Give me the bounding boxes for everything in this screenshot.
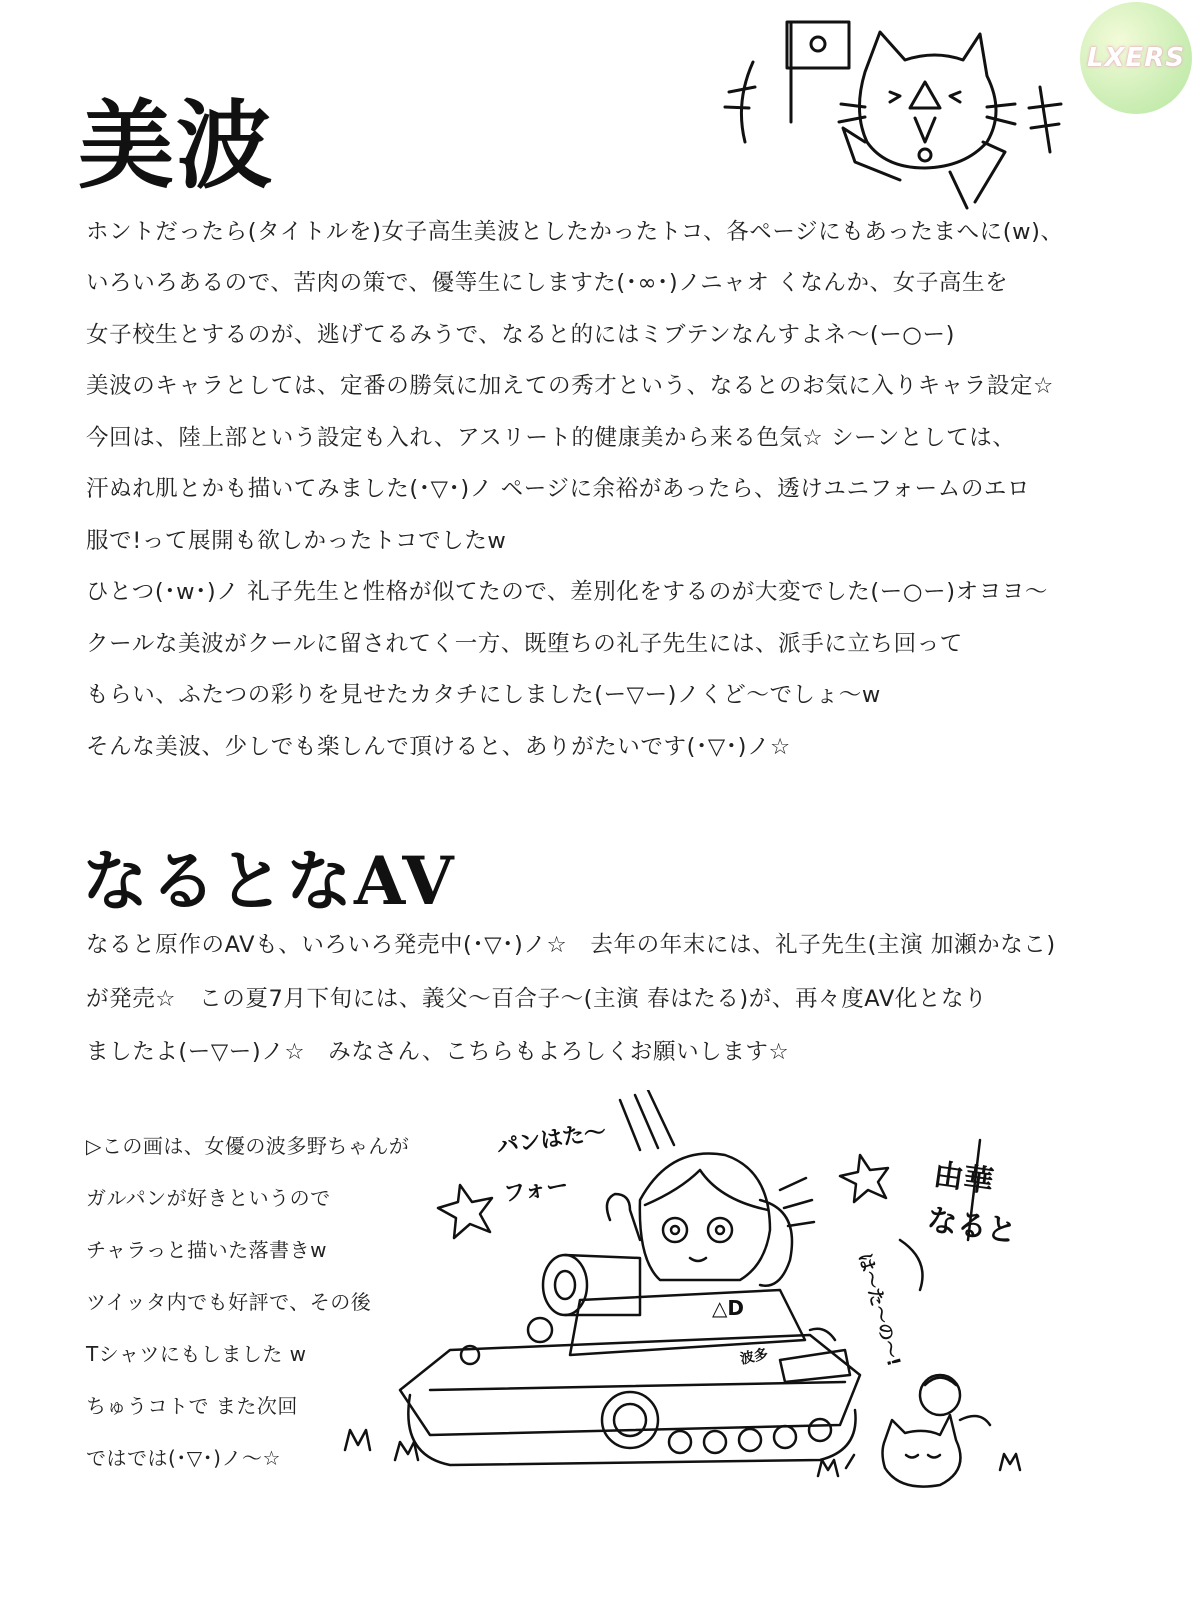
note-line: ではでは(･▽･)ノ～☆: [86, 1446, 281, 1470]
note-line: チャラっと描いた落書きw: [86, 1238, 327, 1262]
body-line: なると原作のAVも、いろいろ発売中(･▽･)ノ☆ 去年の年末には、礼子先生(主演 加瀬かなこ): [86, 932, 1056, 958]
body-line: クールな美波がクールに留されてく一方、既堕ちの礼子先生には、派手に立ち回って: [86, 631, 963, 657]
body-line: そんな美波、少しでも楽しんで頂けると、ありがたいです(･▽･)ノ☆: [86, 734, 791, 760]
body-line: 汗ぬれ肌とかも描いてみました(･▽･)ノ ページに余裕があったら、透けユニフォームのエロ: [86, 476, 1031, 502]
body-line: 女子校生とするのが、逃げてるみうで、なると的にはミブテンなんすよネ～(ー○ー): [86, 322, 956, 348]
speech-bubble-text: パンはた～ フォー: [495, 1119, 608, 1208]
section-title-minami: 美波: [78, 89, 274, 202]
body-line: 服で!って展開も欲しかったトコでしたw: [86, 528, 507, 554]
note-line: Tシャツにもしました w: [86, 1342, 307, 1366]
note-line: ガルパンが好きというので: [86, 1186, 331, 1210]
section1-body: [86, 214, 1064, 774]
body-line: ひとつ(･w･)ノ 礼子先生と性格が似てたので、差別化をするのが大変でした(ー○ー)オヨヨ～: [86, 579, 1049, 605]
side-call-text: は～た～の～!: [853, 1251, 905, 1369]
watermark-text: LXERS: [1086, 43, 1186, 73]
body-line: ホントだったら(タイトルを)女子高生美波としたかったトコ、各ページにもあったまへに(w)、: [86, 219, 1064, 245]
body-line: 美波のキャラとしては、定番の勝気に加えての秀才という、なるとのお気に入りキャラ設定☆: [86, 373, 1054, 399]
cat-with-flag-doodle: [715, 12, 1075, 217]
section2-body: [86, 927, 1056, 1067]
note-line: ▷この画は、女優の波多野ちゃんが: [86, 1134, 410, 1158]
artist-signature: 由華 なると: [924, 1157, 1019, 1250]
body-line: 今回は、陸上部という設定も入れ、アスリート的健康美から来る色気☆ シーンとしては、: [86, 425, 1016, 451]
body-line: いろいろあるので、苦肉の策で、優等生にしますた(･∞･)ノニャオ くなんか、女子高生を: [86, 270, 1009, 296]
body-line: もらい、ふたつの彩りを見せたカタチにしました(ー▽ー)ノくど～でしょ～w: [86, 682, 881, 708]
turret-marking: △D: [712, 1296, 744, 1320]
body-line: ましたよ(ー▽ー)ノ☆ みなさん、こちらもよろしくお願いします☆: [86, 1039, 790, 1065]
section-title-naruto-av: なるとなAV: [82, 842, 456, 920]
note-line: ちゅうコトで また次回: [86, 1394, 298, 1418]
tank-girl-sketch: [340, 1090, 1040, 1490]
note-line: ツイッタ内でも好評で、その後: [86, 1290, 372, 1314]
tank-marking: 波多: [738, 1346, 770, 1368]
watermark-badge: [1080, 2, 1192, 114]
body-line: が発売☆ この夏7月下旬には、義父～百合子～(主演 春はたる)が、再々度AV化となり: [86, 986, 988, 1012]
